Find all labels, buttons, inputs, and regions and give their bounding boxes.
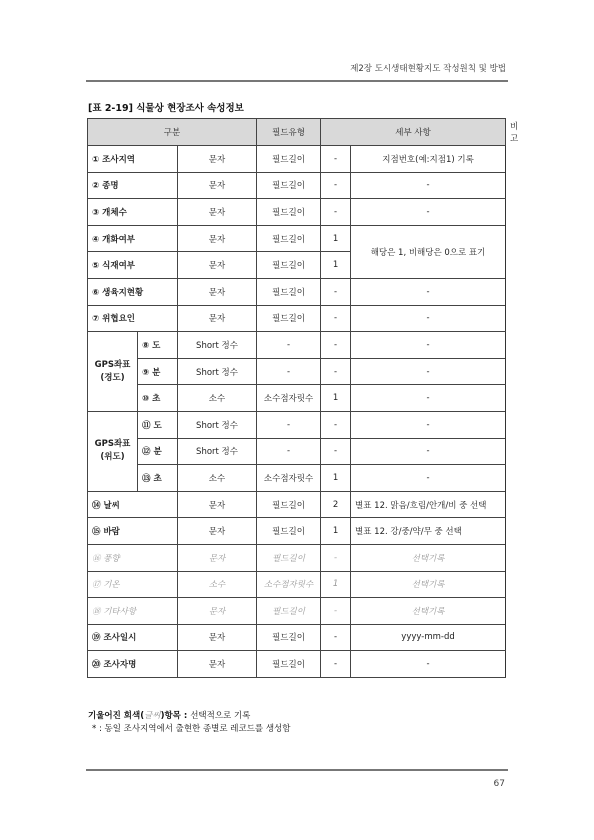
gps-lat-group: GPS좌표 (위도) <box>88 411 138 491</box>
row-label: ⑰ 기온 <box>88 571 178 598</box>
row-note: - <box>351 651 506 678</box>
row-type: 문자 <box>178 199 257 226</box>
table-row <box>88 332 506 359</box>
row-detail: 필드길이 <box>257 544 321 571</box>
row-length: 1 <box>321 225 351 252</box>
row-note: 해당은 1, 비해당은 0으로 표기 <box>351 225 506 278</box>
row-note: - <box>351 465 506 492</box>
row-length: - <box>321 146 351 173</box>
table-row <box>88 491 506 518</box>
row-length: - <box>321 278 351 305</box>
row-label: ⑪ 도 <box>138 411 178 438</box>
row-type: 문자 <box>178 544 257 571</box>
row-label: ⑮ 바람 <box>88 518 178 545</box>
row-detail: 필드길이 <box>257 252 321 279</box>
row-type: 문자 <box>178 518 257 545</box>
row-length: 1 <box>321 465 351 492</box>
table-header-row: 구분 필드유형 세부 사항 비고 <box>88 119 506 146</box>
row-detail: 소수점자릿수 <box>257 465 321 492</box>
row-note: - <box>351 385 506 412</box>
row-length: - <box>321 544 351 571</box>
table-row <box>88 411 506 438</box>
row-length: - <box>321 172 351 199</box>
header-rule <box>86 80 508 82</box>
table-row-optional <box>88 571 506 598</box>
row-type: 문자 <box>178 146 257 173</box>
row-note: 선택기록 <box>351 598 506 625</box>
row-detail: 필드길이 <box>257 491 321 518</box>
row-type: 문자 <box>178 278 257 305</box>
table-row <box>88 225 506 252</box>
gps-lon-group: GPS좌표 (경도) <box>88 332 138 412</box>
table-row <box>88 624 506 651</box>
row-type: 문자 <box>178 651 257 678</box>
row-length: 1 <box>321 518 351 545</box>
table-row <box>88 278 506 305</box>
table-row <box>88 146 506 173</box>
row-type: 문자 <box>178 305 257 332</box>
header-detail: 세부 사항 <box>321 119 506 146</box>
row-length: - <box>321 651 351 678</box>
row-detail: 필드길이 <box>257 146 321 173</box>
row-note: 지점번호(예:지점1) 기록 <box>351 146 506 173</box>
table-row <box>88 438 506 465</box>
table-row-optional <box>88 544 506 571</box>
row-length: - <box>321 332 351 359</box>
row-detail: 소수점자릿수 <box>257 385 321 412</box>
row-detail: 필드길이 <box>257 172 321 199</box>
row-note: - <box>351 278 506 305</box>
row-type: Short 정수 <box>178 358 257 385</box>
row-detail: 필드길이 <box>257 598 321 625</box>
footer-rule <box>86 769 508 771</box>
row-detail: 필드길이 <box>257 651 321 678</box>
row-detail: - <box>257 411 321 438</box>
header-field-type: 필드유형 <box>257 119 321 146</box>
row-label: ④ 개화여부 <box>88 225 178 252</box>
row-note: 선택기록 <box>351 544 506 571</box>
legend-italic: 글씨 <box>144 711 161 721</box>
row-note: yyyy-mm-dd <box>351 624 506 651</box>
row-detail: 필드길이 <box>257 199 321 226</box>
row-note: - <box>351 199 506 226</box>
row-note: - <box>351 305 506 332</box>
chapter-header: 제2장 도시생태현황지도 작성원칙 및 방법 <box>350 64 506 74</box>
row-length: 2 <box>321 491 351 518</box>
row-label: ⑬ 초 <box>138 465 178 492</box>
row-label: ⑳ 조사자명 <box>88 651 178 678</box>
row-type: 문자 <box>178 491 257 518</box>
legend-note <box>88 709 250 721</box>
row-label: ① 조사지역 <box>88 146 178 173</box>
row-length: 1 <box>321 571 351 598</box>
row-length: - <box>321 199 351 226</box>
table-row <box>88 199 506 226</box>
footnote: * : 동일 조사지역에서 출현한 종별로 레코드를 생성함 <box>92 724 291 734</box>
row-label: ⑨ 분 <box>138 358 178 385</box>
row-detail: - <box>257 358 321 385</box>
row-detail: 필드길이 <box>257 305 321 332</box>
table-row-optional <box>88 598 506 625</box>
row-type: 소수 <box>178 385 257 412</box>
table-row <box>88 358 506 385</box>
row-note: 별표 12. 강/중/약/무 중 선택 <box>351 518 506 545</box>
row-type: 소수 <box>178 571 257 598</box>
attribute-table <box>87 118 519 678</box>
row-label: ⑭ 날씨 <box>88 491 178 518</box>
row-label: ⑯ 풍향 <box>88 544 178 571</box>
row-label: ⑥ 생육지현황 <box>88 278 178 305</box>
legend-bold-2: )항목 : <box>160 711 191 721</box>
row-note: 선택기록 <box>351 571 506 598</box>
row-label: ③ 개체수 <box>88 199 178 226</box>
row-note: - <box>351 172 506 199</box>
row-label: ⑤ 식재여부 <box>88 252 178 279</box>
row-label: ⑦ 위협요인 <box>88 305 178 332</box>
row-label: ⑱ 기타사항 <box>88 598 178 625</box>
row-note: - <box>351 411 506 438</box>
header-category: 구분 <box>88 119 257 146</box>
row-type: 소수 <box>178 465 257 492</box>
row-detail: - <box>257 332 321 359</box>
table-row <box>88 465 506 492</box>
row-detail: 소수점자릿수 <box>257 571 321 598</box>
row-type: 문자 <box>178 225 257 252</box>
row-type: Short 정수 <box>178 438 257 465</box>
row-length: - <box>321 624 351 651</box>
row-detail: - <box>257 438 321 465</box>
legend-bold-1: 기울어진 회색( <box>88 711 145 721</box>
table-row <box>88 305 506 332</box>
row-note: - <box>351 332 506 359</box>
row-type: 문자 <box>178 172 257 199</box>
row-label: ② 종명 <box>88 172 178 199</box>
row-note: - <box>351 358 506 385</box>
row-label: ⑩ 초 <box>138 385 178 412</box>
table-row <box>88 172 506 199</box>
row-type: 문자 <box>178 252 257 279</box>
row-type: 문자 <box>178 624 257 651</box>
table-row <box>88 651 506 678</box>
row-label: ⑲ 조사일시 <box>88 624 178 651</box>
row-length: - <box>321 598 351 625</box>
page-number: 67 <box>493 779 505 789</box>
row-length: - <box>321 358 351 385</box>
row-label: ⑫ 분 <box>138 438 178 465</box>
row-detail: 필드길이 <box>257 624 321 651</box>
legend-text: 선택적으로 기록 <box>190 711 251 721</box>
row-type: Short 정수 <box>178 411 257 438</box>
table-row <box>88 518 506 545</box>
row-length: 1 <box>321 252 351 279</box>
row-length: - <box>321 305 351 332</box>
row-label: ⑧ 도 <box>138 332 178 359</box>
row-length: - <box>321 411 351 438</box>
row-type: 문자 <box>178 598 257 625</box>
row-detail: 필드길이 <box>257 518 321 545</box>
row-detail: 필드길이 <box>257 278 321 305</box>
row-length: - <box>321 438 351 465</box>
table-caption: [표 2-19] 식물상 현장조사 속성정보 <box>88 103 244 114</box>
row-detail: 필드길이 <box>257 225 321 252</box>
row-length: 1 <box>321 385 351 412</box>
row-note: 별표 12. 맑음/흐림/안개/비 중 선택 <box>351 491 506 518</box>
table-row <box>88 385 506 412</box>
row-type: Short 정수 <box>178 332 257 359</box>
row-note: - <box>351 438 506 465</box>
